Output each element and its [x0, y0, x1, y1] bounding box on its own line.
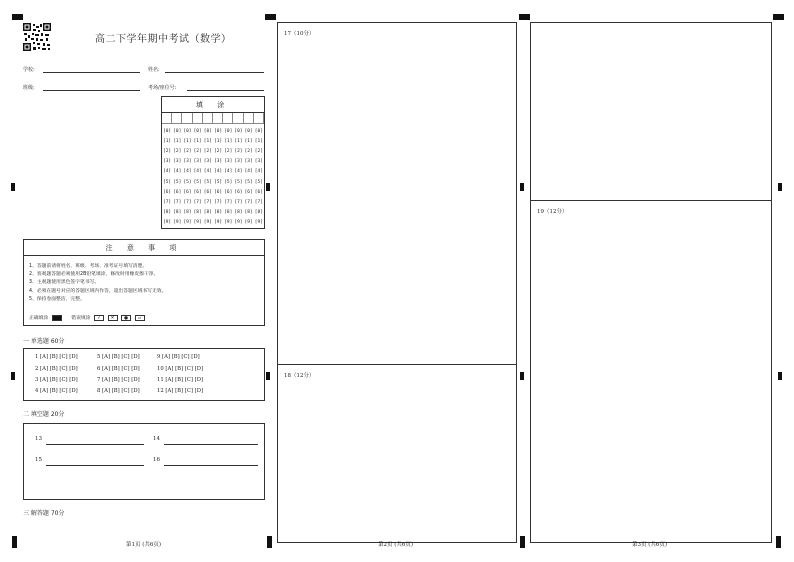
write-cell[interactable]	[213, 113, 223, 124]
digit-bubble[interactable]: [7]	[163, 199, 172, 205]
write-cell[interactable]	[203, 113, 213, 124]
digit-bubble[interactable]: [3]	[173, 159, 182, 165]
digit-bubble[interactable]: [4]	[214, 169, 223, 175]
wrong-fill-label: 错误填涂	[71, 316, 91, 321]
digit-bubble[interactable]: [8]	[254, 209, 263, 215]
note-item: 5、保持卷面整洁、完整。	[29, 297, 85, 302]
blank-number: 16	[153, 457, 160, 463]
digit-bubble[interactable]: [7]	[203, 199, 212, 205]
digit-bubble[interactable]: [6]	[183, 189, 192, 195]
digit-bubble[interactable]: [6]	[224, 189, 233, 195]
digit-bubble[interactable]: [3]	[254, 159, 263, 165]
digit-bubble[interactable]: [0]	[254, 129, 263, 134]
digit-bubble[interactable]: [0]	[214, 129, 223, 134]
mcq-section-title: 一 单选题 60分	[23, 338, 65, 345]
digit-bubble[interactable]: [9]	[214, 219, 223, 225]
digit-bubble[interactable]: [4]	[183, 169, 192, 175]
digit-bubble[interactable]: [7]	[214, 199, 223, 205]
write-cell[interactable]	[254, 113, 264, 124]
digit-bubble[interactable]: [0]	[244, 129, 253, 134]
page-footer: 第2页 (共6页)	[378, 542, 414, 548]
digit-bubble[interactable]: [9]	[173, 219, 182, 225]
mcq-item[interactable]: 1 [A] [B] [C] [D]	[35, 354, 78, 360]
write-cell[interactable]	[244, 113, 254, 124]
page-footer: 第3页 (共6页)	[632, 542, 668, 548]
digit-bubble[interactable]: [5]	[183, 179, 192, 185]
notes-title: 注 意 事 项	[24, 240, 264, 256]
mcq-item[interactable]: 6 [A] [B] [C] [D]	[97, 366, 140, 372]
digit-bubble[interactable]: [1]	[183, 139, 192, 145]
digit-bubble[interactable]: [8]	[163, 209, 172, 215]
note-item: 3、主观题使用黑色签字笔书写。	[29, 280, 100, 285]
mcq-item[interactable]: 7 [A] [B] [C] [D]	[97, 377, 140, 383]
digit-bubble[interactable]: [2]	[163, 149, 172, 155]
digit-bubble[interactable]: [8]	[244, 209, 253, 215]
mcq-item[interactable]: 8 [A] [B] [C] [D]	[97, 388, 140, 394]
digit-bubble[interactable]: [6]	[193, 189, 202, 195]
name-field[interactable]	[165, 72, 264, 73]
blank-line[interactable]	[164, 465, 258, 466]
digit-bubble[interactable]: [0]	[163, 129, 172, 134]
digit-bubble[interactable]: [1]	[193, 139, 202, 145]
mcq-box	[23, 348, 265, 401]
digit-bubble[interactable]: [5]	[224, 179, 233, 185]
side-mark	[778, 372, 782, 380]
digit-bubble[interactable]: [3]	[244, 159, 253, 165]
write-cell[interactable]	[223, 113, 233, 124]
write-cell[interactable]	[233, 113, 243, 124]
digit-bubble[interactable]: [6]	[214, 189, 223, 195]
digit-bubble[interactable]: [4]	[203, 169, 212, 175]
write-cell[interactable]	[182, 113, 192, 124]
digit-bubble[interactable]: [8]	[193, 209, 202, 215]
write-cell[interactable]	[172, 113, 182, 124]
digit-bubble[interactable]: [8]	[203, 209, 212, 215]
digit-bubble[interactable]: [4]	[193, 169, 202, 175]
name-label: 姓名:	[148, 67, 160, 73]
digit-bubble[interactable]: [5]	[193, 179, 202, 185]
corner-mark	[776, 536, 781, 548]
corner-mark	[519, 14, 530, 20]
digit-bubble[interactable]: [3]	[193, 159, 202, 165]
answer-area-18[interactable]	[277, 364, 517, 543]
digit-bubble[interactable]: [8]	[173, 209, 182, 215]
digit-bubble[interactable]: [0]	[224, 129, 233, 134]
digit-bubble[interactable]: [2]	[224, 149, 233, 155]
digit-bubble[interactable]: [5]	[234, 179, 243, 185]
correct-fill-sample	[52, 315, 62, 321]
digit-bubble[interactable]: [5]	[163, 179, 172, 185]
notes-box	[23, 239, 265, 326]
digit-bubble[interactable]: [9]	[224, 219, 233, 225]
digit-bubble[interactable]: [3]	[203, 159, 212, 165]
corner-mark	[265, 14, 276, 20]
digit-bubble[interactable]: [6]	[234, 189, 243, 195]
digit-bubble[interactable]: [4]	[254, 169, 263, 175]
digit-bubble[interactable]: [2]	[244, 149, 253, 155]
digit-bubble[interactable]: [5]	[214, 179, 223, 185]
note-item: 2、客观题答题必须使用2B铅笔填涂，修改时用橡皮擦干净。	[29, 272, 159, 277]
side-mark	[11, 183, 15, 191]
digit-bubble[interactable]: [6]	[163, 189, 172, 195]
write-cell[interactable]	[193, 113, 203, 124]
mcq-item[interactable]: 12 [A] [B] [C] [D]	[157, 388, 204, 394]
mcq-item[interactable]: 9 [A] [B] [C] [D]	[157, 354, 200, 360]
side-mark	[778, 183, 782, 191]
digit-bubble[interactable]: [7]	[234, 199, 243, 205]
digit-bubble[interactable]: [0]	[193, 129, 202, 134]
digit-bubble[interactable]: [9]	[183, 219, 192, 225]
digit-bubble[interactable]: [1]	[214, 139, 223, 145]
mcq-item[interactable]: 11 [A] [B] [C] [D]	[157, 377, 204, 383]
corner-mark	[520, 536, 525, 548]
digit-bubble[interactable]: [9]	[203, 219, 212, 225]
page-footer: 第1页 (共6页)	[126, 542, 162, 548]
digit-bubble[interactable]: [9]	[254, 219, 263, 225]
digit-bubble[interactable]: [9]	[244, 219, 253, 225]
mcq-item[interactable]: 10 [A] [B] [C] [D]	[157, 366, 204, 372]
digit-bubble[interactable]: [0]	[203, 129, 212, 134]
digit-bubble[interactable]: [9]	[163, 219, 172, 225]
digit-bubble[interactable]: [6]	[254, 189, 263, 195]
digit-bubble[interactable]: [4]	[163, 169, 172, 175]
blank-number: 13	[35, 436, 42, 442]
mcq-item[interactable]: 4 [A] [B] [C] [D]	[35, 388, 78, 394]
digit-bubble[interactable]: [2]	[254, 149, 263, 155]
digit-bubble[interactable]: [5]	[203, 179, 212, 185]
class-label: 班级:	[23, 85, 35, 91]
wrong-cross-sample: ✕	[108, 315, 118, 321]
digit-bubble[interactable]: [8]	[183, 209, 192, 215]
qr-code-icon	[23, 23, 51, 51]
blank-line[interactable]	[46, 465, 144, 466]
digit-bubble[interactable]: [5]	[173, 179, 182, 185]
digit-bubble[interactable]: [1]	[203, 139, 212, 145]
wrong-slash-sample: ▱	[135, 315, 145, 321]
answer-area-18-cont[interactable]	[530, 22, 772, 201]
digit-bubble[interactable]: [1]	[234, 139, 243, 145]
blank-number: 14	[153, 436, 160, 442]
digit-bubble[interactable]: [7]	[254, 199, 263, 205]
answer-area-19[interactable]	[530, 200, 772, 543]
digit-bubble[interactable]: [3]	[214, 159, 223, 165]
school-label: 学校:	[23, 67, 35, 73]
digit-bubble[interactable]: [7]	[193, 199, 202, 205]
question-title: 18（12分）	[284, 373, 315, 379]
digit-bubble[interactable]: [0]	[234, 129, 243, 134]
seat-label: 考场/座位号:	[148, 85, 177, 91]
fill-grid-title: 填 涂	[162, 97, 264, 113]
mcq-item[interactable]: 5 [A] [B] [C] [D]	[97, 354, 140, 360]
answer-area-17[interactable]	[277, 22, 517, 365]
digit-bubble[interactable]: [8]	[224, 209, 233, 215]
digit-bubble[interactable]: [4]	[224, 169, 233, 175]
side-mark	[520, 183, 524, 191]
digit-bubble[interactable]: [0]	[183, 129, 192, 134]
digit-bubble[interactable]: [7]	[183, 199, 192, 205]
wrong-check-sample: ✓	[94, 315, 104, 321]
digit-bubble[interactable]: [6]	[173, 189, 182, 195]
digit-bubble[interactable]: [9]	[193, 219, 202, 225]
digit-bubble[interactable]: [0]	[173, 129, 182, 134]
digit-bubble[interactable]: [2]	[173, 149, 182, 155]
school-field[interactable]	[43, 72, 140, 73]
digit-bubble[interactable]: [4]	[234, 169, 243, 175]
digit-bubble[interactable]: [9]	[234, 219, 243, 225]
digit-bubble[interactable]: [8]	[214, 209, 223, 215]
digit-bubble[interactable]: [6]	[244, 189, 253, 195]
digit-bubble[interactable]: [3]	[234, 159, 243, 165]
question-title: 19（12分）	[537, 209, 568, 215]
digit-bubble[interactable]: [1]	[244, 139, 253, 145]
side-mark	[266, 183, 270, 191]
digit-bubble[interactable]: [5]	[254, 179, 263, 185]
digit-bubble[interactable]: [1]	[224, 139, 233, 145]
digit-bubble[interactable]: [7]	[224, 199, 233, 205]
wrong-dot-sample: ●	[121, 315, 131, 321]
digit-bubble[interactable]: [4]	[173, 169, 182, 175]
mcq-item[interactable]: 3 [A] [B] [C] [D]	[35, 377, 78, 383]
digit-bubble[interactable]: [2]	[183, 149, 192, 155]
fill-grid-write-row	[162, 113, 264, 124]
digit-bubble[interactable]: [5]	[244, 179, 253, 185]
fill-box	[23, 423, 265, 500]
digit-bubble[interactable]: [3]	[163, 159, 172, 165]
fill-sample-row	[29, 314, 145, 321]
fill-section-title: 二 填空题 20分	[23, 411, 65, 418]
note-item: 1、答题前请将姓名、班级、考场、准考证号填写清楚。	[29, 264, 148, 269]
digit-bubble[interactable]: [7]	[173, 199, 182, 205]
digit-bubble[interactable]: [2]	[234, 149, 243, 155]
digit-bubble[interactable]: [8]	[234, 209, 243, 215]
side-mark	[266, 372, 270, 380]
correct-fill-label: 正确填涂	[29, 316, 49, 321]
class-field[interactable]	[43, 90, 140, 91]
corner-mark	[12, 14, 23, 20]
digit-bubble[interactable]: [7]	[244, 199, 253, 205]
essay-section-title: 三 解答题 70分	[23, 510, 65, 517]
digit-bubble[interactable]: [6]	[203, 189, 212, 195]
seat-field[interactable]	[187, 90, 264, 91]
digit-bubble[interactable]: [3]	[183, 159, 192, 165]
digit-bubble[interactable]: [1]	[163, 139, 172, 145]
blank-line[interactable]	[46, 444, 144, 445]
digit-bubble[interactable]: [1]	[173, 139, 182, 145]
mcq-item[interactable]: 2 [A] [B] [C] [D]	[35, 366, 78, 372]
corner-mark	[267, 536, 272, 548]
write-cell[interactable]	[162, 113, 172, 124]
side-mark	[11, 372, 15, 380]
digit-bubble[interactable]: [2]	[193, 149, 202, 155]
digit-bubble[interactable]: [4]	[244, 169, 253, 175]
blank-line[interactable]	[164, 444, 258, 445]
corner-mark	[12, 536, 17, 548]
note-item: 4、必须在题号对应的答题区域内作答，超出答题区域书写无效。	[29, 289, 167, 294]
side-mark	[520, 372, 524, 380]
digit-bubble[interactable]: [3]	[224, 159, 233, 165]
question-title: 17（10分）	[284, 31, 315, 37]
fill-grid	[161, 96, 265, 229]
digit-bubble[interactable]: [1]	[254, 139, 263, 145]
digit-bubble[interactable]: [2]	[203, 149, 212, 155]
digit-bubble[interactable]: [2]	[214, 149, 223, 155]
page-title: 高二下学年期中考试（数学）	[95, 34, 232, 45]
corner-mark	[773, 14, 784, 20]
blank-number: 15	[35, 457, 42, 463]
